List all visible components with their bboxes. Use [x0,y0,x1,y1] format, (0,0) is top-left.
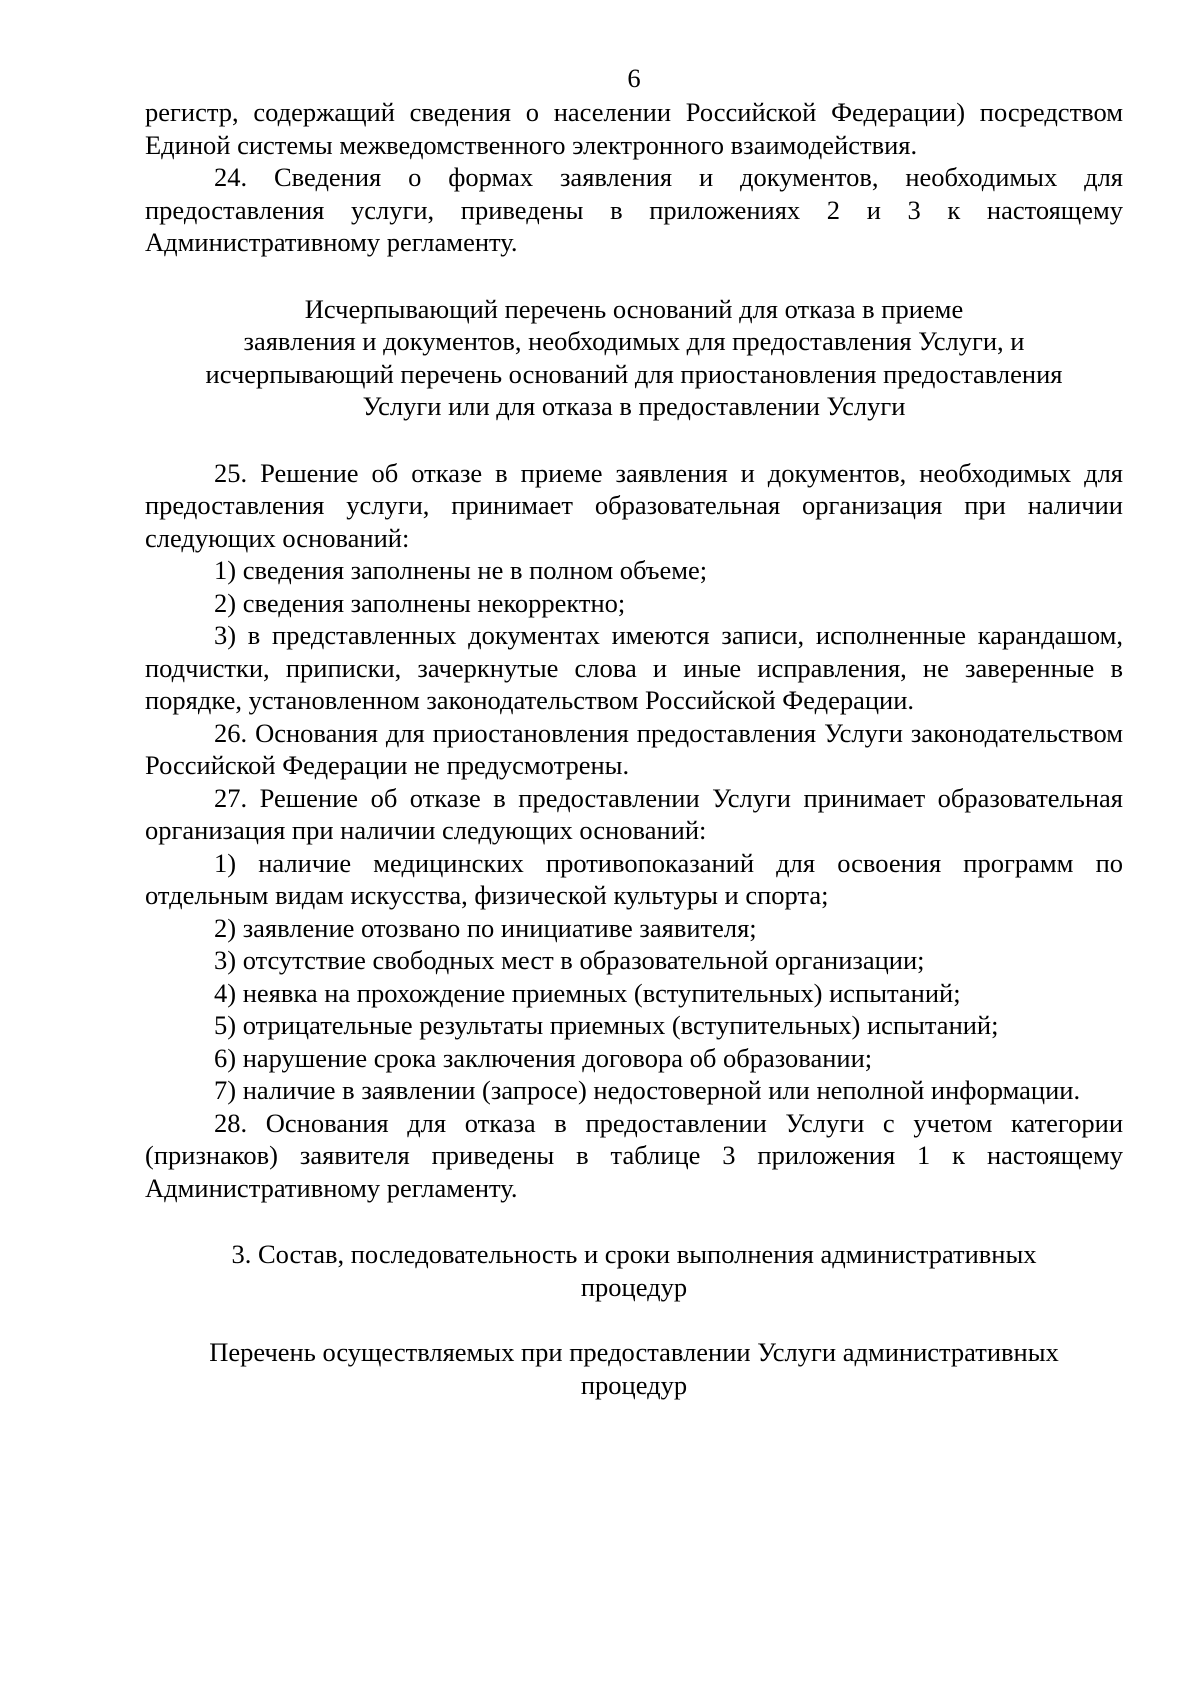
list-item: 7) наличие в заявлении (запросе) недостоверной или неполной информации. [214,1075,1081,1105]
heading-line: заявления и документов, необходимых для предоставления Услуги, и [243,326,1025,356]
heading-line: исчерпывающий перечень оснований для приостановления предоставления [205,358,1063,389]
heading-line: процедур [580,1369,688,1400]
paragraph-28: 28. Основания для отказа в предоставлении Услуги с учетом категории (признаков) заявителя приведены в таблице 3 приложения 1 к настоящему Административному регламенту. [145,1107,1123,1203]
paragraph-27: 27. Решение об отказе в предоставлении Услуги принимает образовательная организация при наличии следующих оснований: [145,782,1123,845]
list-item: 3) в представленных документах имеются записи, исполненные карандашом, подчистки, приписки, зачеркнутые слова и иные исправления, не заверенные в порядке, установленном законодательством Российской Федерации. [145,620,1123,715]
paragraph-26: 26. Основания для приостановления предоставления Услуги законодательством Российской Федерации не предусмотрены. [145,717,1123,780]
heading-line: Перечень осуществляемых при предоставлении Услуги административных [209,1337,1059,1367]
list-item: 3) отсутствие свободных мест в образовательной организации; [214,945,925,975]
heading-line: Услуги или для отказа в предоставлении Услуги [362,391,906,421]
heading-line: Исчерпывающий перечень оснований для отказа в приеме [304,293,964,324]
heading-line: процедур [580,1271,688,1302]
list-item: 4) неявка на прохождение приемных (вступительных) испытаний; [214,977,961,1008]
heading-line: 3. Состав, последовательность и сроки выполнения административных [231,1239,1037,1269]
list-item: 6) нарушение срока заключения договора об образовании; [214,1042,873,1073]
page-number: 6 [627,63,641,93]
list-item: 1) наличие медицинских противопоказаний для освоения программ по отдельным видам искусства, физической культуры и спорта; [145,847,1123,910]
section-heading-procedures [145,1238,1123,1303]
paragraph-24: 24. Сведения о формах заявления и документов, необходимых для предоставления услуги, приведены в приложениях 2 и 3 к настоящему Административному регламенту. [145,162,1123,257]
paragraph-25: 25. Решение об отказе в приеме заявления и документов, необходимых для предоставления услуги, принимает образовательная организация при наличии следующих оснований: [145,457,1123,553]
subsection-heading-procedure-list [145,1336,1123,1401]
document-page [145,62,1123,1401]
list-item: 2) заявление отозвано по инициативе заявителя; [214,912,757,943]
paragraph-intro: регистр, содержащий сведения о населении Российской Федерации) посредством Единой системы межведомственного электронного взаимодействия. [145,97,1123,160]
list-item: 1) сведения заполнены не в полном объеме; [214,555,708,585]
list-item: 2) сведения заполнены некорректно; [214,587,626,618]
section-heading-refusal-grounds [145,293,1123,423]
list-item: 5) отрицательные результаты приемных (вступительных) испытаний; [214,1010,999,1040]
